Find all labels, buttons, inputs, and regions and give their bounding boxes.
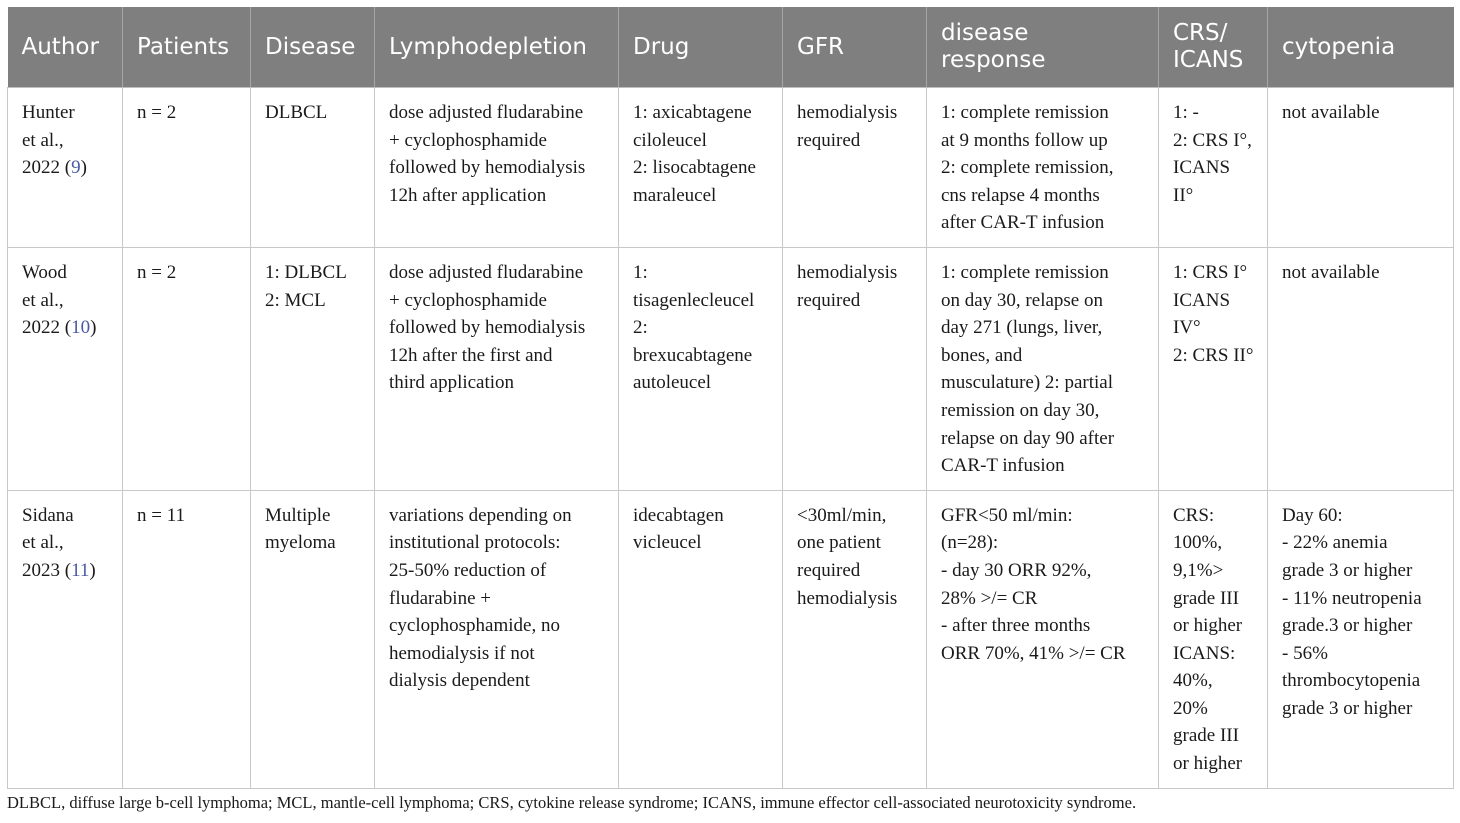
cell-cytopenia: not available xyxy=(1268,247,1454,490)
cell-disease-response: GFR<50 ml/min: (n=28): - day 30 ORR 92%, 28% >/= CR - after three months ORR 70%, 41% >/= CR xyxy=(927,490,1159,788)
cell-disease-response: 1: complete remission on day 30, relapse on day 271 (lungs, liver, bones, and musculature) 2: partial remission on day 30, relapse on day 90 after CAR-T infusion xyxy=(927,247,1159,490)
cell-patients: n = 2 xyxy=(123,88,251,248)
cell-author xyxy=(8,247,123,490)
header-drug: Drug xyxy=(619,7,783,88)
reference-link[interactable]: 11 xyxy=(71,559,90,581)
header-author: Author xyxy=(8,7,123,88)
cell-drug: 1: tisagenlecleucel 2: brexucabtagene autoleucel xyxy=(619,247,783,490)
cell-lymphodepletion: dose adjusted fludarabine + cyclophosphamide followed by hemodialysis 12h after application xyxy=(375,88,619,248)
header-disease: Disease xyxy=(251,7,375,88)
cell-gfr: hemodialysis required xyxy=(783,247,927,490)
cell-crs-icans: CRS: 100%, 9,1%> grade III or higher ICANS: 40%, 20% grade III or higher xyxy=(1159,490,1268,788)
cell-patients: n = 2 xyxy=(123,247,251,490)
header-disease-response: disease response xyxy=(927,7,1159,88)
cell-crs-icans: 1: - 2: CRS I°, ICANS II° xyxy=(1159,88,1268,248)
reference-link[interactable]: 9 xyxy=(71,157,81,179)
header-cytopenia: cytopenia xyxy=(1268,7,1454,88)
cell-lymphodepletion: variations depending on institutional protocols: 25-50% reduction of fludarabine + cyclophosphamide, no hemodialysis if not dialysis dependent xyxy=(375,490,619,788)
cell-crs-icans: 1: CRS I° ICANS IV° 2: CRS II° xyxy=(1159,247,1268,490)
data-table xyxy=(7,7,1454,789)
cell-disease: DLBCL xyxy=(251,88,375,248)
cell-disease: 1: DLBCL 2: MCL xyxy=(251,247,375,490)
author-text: Hunter et al., 2022 ( xyxy=(22,102,75,179)
cell-disease-response: 1: complete remission at 9 months follow up 2: complete remission, cns relapse 4 months after CAR-T infusion xyxy=(927,88,1159,248)
cell-author xyxy=(8,490,123,788)
header-patients: Patients xyxy=(123,7,251,88)
cell-lymphodepletion: dose adjusted fludarabine + cyclophosphamide followed by hemodialysis 12h after the first and third application xyxy=(375,247,619,490)
header-lymphodepletion: Lymphodepletion xyxy=(375,7,619,88)
author-close: ) xyxy=(89,559,96,581)
header-crs-icans: CRS/ ICANS xyxy=(1159,7,1268,88)
cell-cytopenia: Day 60: - 22% anemia grade 3 or higher - 11% neutropenia grade.3 or higher - 56% thrombocytopenia grade 3 or higher xyxy=(1268,490,1454,788)
cell-drug: 1: axicabtagene ciloleucel 2: lisocabtagene maraleucel xyxy=(619,88,783,248)
table-header-row xyxy=(8,7,1454,88)
cell-author xyxy=(8,88,123,248)
table-row xyxy=(8,247,1454,490)
cell-cytopenia: not available xyxy=(1268,88,1454,248)
author-text: Sidana et al., 2023 ( xyxy=(22,504,74,581)
cell-patients: n = 11 xyxy=(123,490,251,788)
cell-gfr: hemodialysis required xyxy=(783,88,927,248)
table-row xyxy=(8,490,1454,788)
reference-link[interactable]: 10 xyxy=(71,317,91,339)
data-table-container xyxy=(7,7,1453,789)
cell-disease: Multiple myeloma xyxy=(251,490,375,788)
table-row xyxy=(8,88,1454,248)
author-close: ) xyxy=(80,157,87,179)
header-gfr: GFR xyxy=(783,7,927,88)
cell-gfr: <30ml/min, one patient required hemodialysis xyxy=(783,490,927,788)
author-text: Wood et al., 2022 ( xyxy=(22,261,72,339)
author-close: ) xyxy=(90,317,97,339)
table-footnote: DLBCL, diffuse large b-cell lymphoma; MCL, mantle-cell lymphoma; CRS, cytokine release syndrome; ICANS, immune effector cell-associated neurotoxicity syndrome. xyxy=(7,793,1137,812)
cell-drug: idecabtagen vicleucel xyxy=(619,490,783,788)
